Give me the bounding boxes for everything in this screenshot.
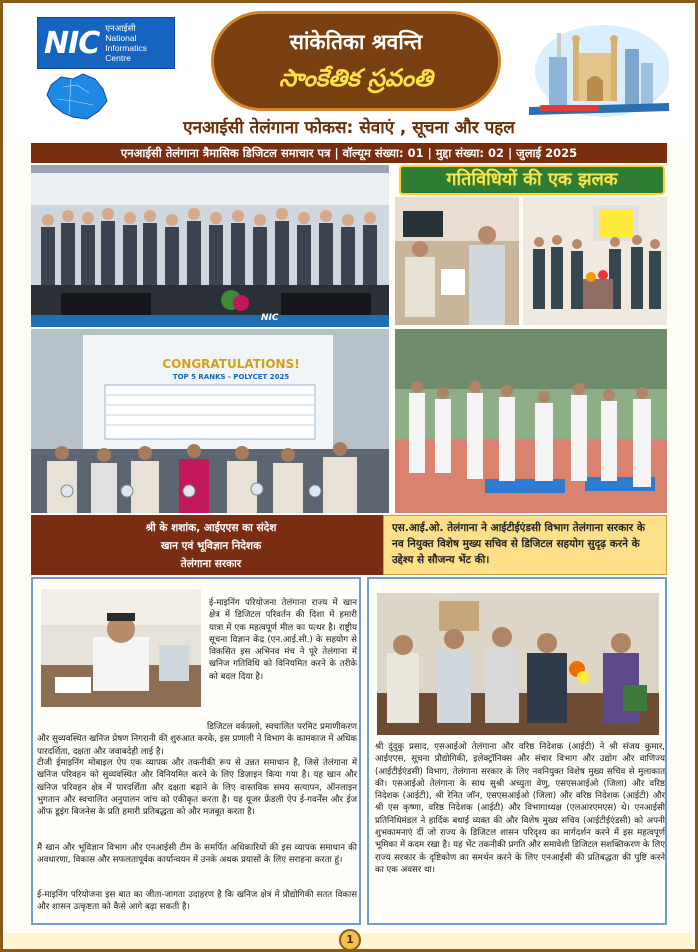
courtesy-meeting-photo xyxy=(377,593,659,735)
nic-logo-letters: NIC xyxy=(44,25,100,61)
masthead xyxy=(3,3,695,143)
caption-left-line3: तेलंगाना सरकार xyxy=(180,558,242,570)
story-left-para-workflow: डिजिटल वर्कफ़्लो, स्वचालित परमिट प्रमाणीकरण और सुव्यवस्थित खनिज प्रेषण निगरानी की शुरुआत करके, इस प्रणाली ने विभाग के कामकाज में अधिक पारदर्शिता, दक्षता और जवाबदेही लाई है। xyxy=(37,722,357,757)
story-left-para-conclusion: ई-माइनिंग परियोजना इस बात का जीता-जागता उदाहरण है कि खनिज क्षेत्र में प्रौद्योगिकी सतत विकास और शासन उत्कृष्टता को कैसे आगे बढ़ा सकती है। xyxy=(37,890,357,913)
newsletter-title-telugu: సాంకేతిక స్రవంతి xyxy=(279,64,433,92)
page-number: 1 xyxy=(339,929,361,951)
nic-logo-text xyxy=(99,23,147,63)
nic-logo-hindi: एनआईसी xyxy=(105,23,136,33)
newsletter-title-banner xyxy=(211,11,501,111)
inauguration-photo xyxy=(523,197,667,325)
nic-logo-line2: Informatics xyxy=(105,43,147,53)
nic-tag-text: NIC xyxy=(261,313,279,323)
nic-logo-line1: National xyxy=(105,33,137,43)
newsletter-title-hindi: सांकेतिका श्रवन्ति xyxy=(289,30,423,54)
screen-subheadline: TOP 5 RANKS - POLYCET 2025 xyxy=(172,373,290,381)
caption-left-line1: श्री के शशांक, आईएएस का संदेश xyxy=(145,522,277,534)
story-left-para-thanks: मैं खान और भूविज्ञान विभाग और एनआईसी टीम के समर्पित अधिकारियों की इस व्यापक समाधान की अवधारणा, विकास और सफलतापूर्वक कार्यान्वयन में उनके अथक प्रयासों के लिए सराहना करता हूं। xyxy=(37,843,357,866)
hyderabad-skyline-illustration xyxy=(529,19,669,119)
secretary-portrait-photo xyxy=(41,589,201,707)
caption-secretary-message xyxy=(31,515,391,575)
yoga-session-photo xyxy=(395,329,667,513)
screen-headline: CONGRATULATIONS! xyxy=(162,357,300,371)
emining-story xyxy=(31,577,361,925)
event-group-photo xyxy=(31,165,389,327)
nic-logo xyxy=(37,17,175,69)
newsletter-subtitle: एनआईसी तेलंगाना फोकस: सेवाएं , सूचना और पहल xyxy=(183,118,515,138)
story-left-para-intro: ई-माइनिंग परियोजना तेलंगाना राज्य में खान क्षेत्र में डिजिटल परिवर्तन की दिशा में हमारी यात्रा में एक महत्वपूर्ण मील का पत्थर है। राष्ट्रीय सूचना विज्ञान केंद्र (एन.आई.सी.) के सहयोग से विकसित इस अभिनव मंच ने पूरे तेलंगाना में खनिज गतिविधि को विनियमित करने के तरीके को बदल दिया है। xyxy=(209,598,357,682)
issue-info-bar: एनआईसी तेलंगाना त्रैमासिक डिजिटल समाचार पत्र | वॉल्यूम संख्या: 01 | मुद्दा संख्या: 02 | जुलाई 2025 xyxy=(31,143,667,163)
story-right-paragraph: श्री दुंदुकु प्रसाद, एसआईओ तेलंगाना और वरिष्ठ निदेशक (आईटी) ने श्री संजय कुमार, आईएएस, सूचना प्रौद्योगिकी, इलेक्ट्रॉनिक्स और संचार विभाग और उद्योग और वाणिज्य (आईटीईएंडसी) विभाग, तेलंगाना सरकार के लिए नवनियुक्त विशेष मुख्य सचिव से मुलाकात की। एसआईओ तेलंगाना के साथ सुश्री अच्युता वेणु, एसएसआईओ (जिला) और वरिष्ठ निदेशक (आईटी), श्री रेनित जॉन, एसएसआईओ (जिला) और वरिष्ठ निदेशक (आईटी) और श्री एस कृष्णा, वरिष्ठ निदेशक (आईटी) और विभागाध्यक्ष (एलआरएमएस) थे। एनआईसी प्रतिनिधिमंडल ने हार्दिक बधाई व्यक्त की और विशेष मुख्य सचिव (आईटीईएंडसी) को अपनी शुभकामनाएं दीं जो राज्य के डिजिटल शासन परिदृश्य का मार्गदर्शन करने में इस महत्वपूर्ण भूमिका में कदम रखा है। यह भेंट तकनीकी प्रगति और समावेशी डिजिटल सशक्तिकरण के लिए राज्य सरकार के दृष्टिकोण का समर्थन करने के लिए एनआईसी की प्रतिबद्धता की पुष्टि करने का एक अवसर था। xyxy=(375,742,665,875)
activities-glance-badge: गतिविधियों की एक झलक xyxy=(399,165,665,195)
story-left-para-app: टीजी ईमाइनिंग मोबाइल ऐप एक व्यापक और तकनीकी रूप से उन्नत समाधान है, जिसे तेलंगाना में खनिज परिवहन को सुव्यवस्थित और विनियमित करने के लिए डिज़ाइन किया गया है। यह खान और खनिज परिवहन क्षेत्र में पारदर्शिता और दक्षता बढ़ाने के लिए वास्तविक समय सत्यापन, ऑनलाइन भुगतान और स्वचालित अनुपालन जांच को एकीकृत करता है। यह यूजर फ्रेंडली ऐप ई-गवर्नेंस और ईज ऑफ डूइंग बिजनेस के प्रति हमारी प्रतिबद्धता को और मजबूत करता है। xyxy=(37,758,357,818)
courtesy-meeting-story xyxy=(367,577,667,925)
caption-left-line2: खान एवं भूविज्ञान निदेशक xyxy=(160,540,262,552)
caption-courtesy-meeting: एस.आई.ओ. तेलंगाना ने आईटीईएंडसी विभाग तेलंगाना सरकार के नव नियुक्त विशेष मुख्य सचिव से डिजिटल सहयोग सुदृढ़ करने के उद्देश्य से सौजन्य भेंट की। xyxy=(383,515,667,575)
felicitation-photo xyxy=(395,197,519,325)
polycet-ranks-photo xyxy=(31,329,389,513)
nic-logo-line3: Centre xyxy=(105,53,131,63)
